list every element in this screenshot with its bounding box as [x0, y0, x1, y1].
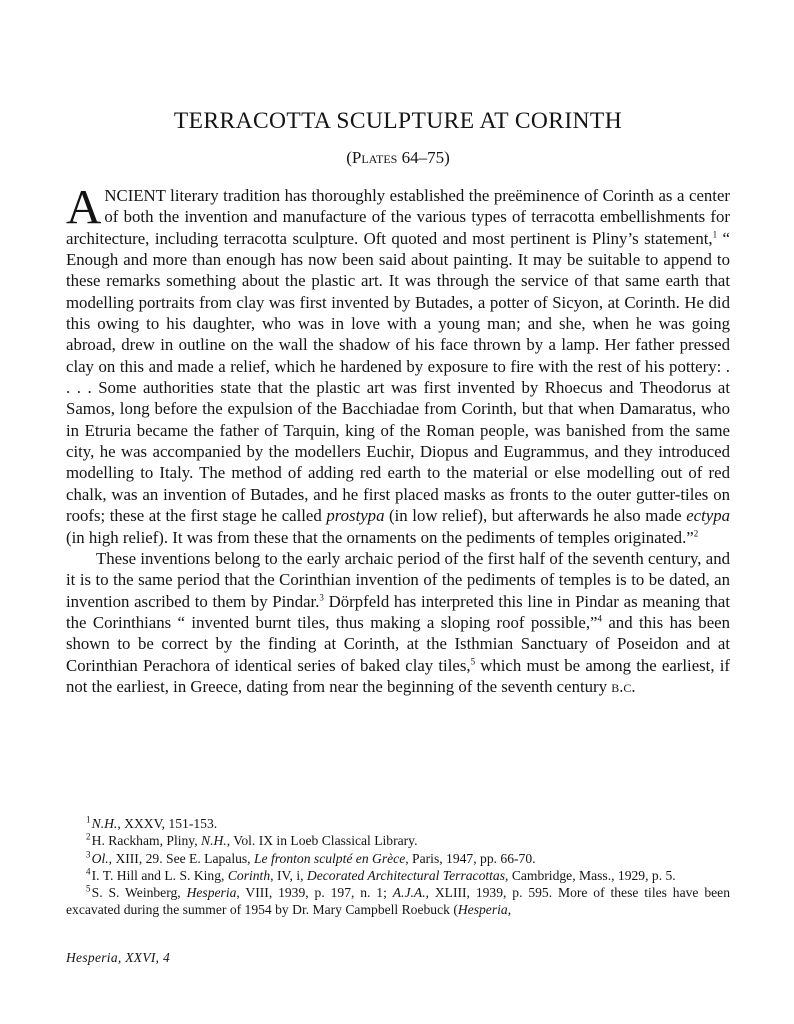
journal-signature: Hesperia, XXVI, 4 — [66, 950, 171, 965]
footnote-ref-3: 3 — [319, 591, 324, 602]
footnote-1: $^1$ N.H., XXXV, 151-153. — [86, 814, 218, 831]
article-title: TERRACOTTA SCULPTURE AT CORINTH — [173, 108, 623, 134]
footnote-ref-1: 1 — [712, 229, 718, 240]
paragraph-1: ANCIENT literary tradition has thoroughly established the preëminence of Corinth as a center of both the invention and manufacture of the various types of terracotta embellishments for architecture, including terracotta sculpture. Oft quoted and most pertinent is Pliny’s statement,$^1$ “ Enough and more than enough has now been said about painting. It may be suitable to append to these remarks something about the plastic art. It was through the service of that same earth that modelling portraits from clay was first invented by Butades, a potter of Sicyon, at Corinth. He did this owing to his daughter, who was in love with a young man; and she, when he was going abroad, drew in outline on the wall the shadow of his face thrown by a lamp. Her father pressed clay on this and made a relief, which he hardened by exposure to fire with the rest of his pottery: . . . . Some authorities state that the plastic art was first invented by Rhoecus and Theodorus at Samos, long before the expulsion of the Bacchiadae from Corinth, but that when Damaratus, who in Etruria became the father of Tarquin, king of the Roman people, was banished from the same city, he was accompanied by the modellers Euchir, Diopus and Eugrammus, and they introduced modelling to Italy. The method of adding red earth to the material or else modelling out of red chalk, was an invention of Butades, and he first placed masks as fronts to the outer gutter-tiles on roofs; these at the first stage he called prostypa (in low relief), but afterwards he also made ectypa (in high relief). It was from these that the ornaments on the pediments of temples originated.”$^2$ — [66, 179, 730, 547]
paragraph-2: These inventions belong to the early archaic period of the first half of the seventh century, and it is to the same period that the Corinthian invention of the pediments of temples is to be dated, an invention ascribed to them by Pindar.$^3$ Dörpfeld has interpreted this line in Pindar as meaning that the Corinthians “ invented burnt tiles, thus making a sloping roof possible,”$^4$ and this has been shown to be correct by the finding at Corinth, at the Isthmian Sanctuary of Poseidon and at Corinthian Perachora of identical series of baked clay tiles,$^5$ which must be among the earliest, if not the earliest, in Greece, dating from near the beginning of the seventh century b.c. — [66, 548, 730, 696]
footnotes — [66, 815, 730, 919]
footnote-5: $^5$ S. S. Weinberg, Hesperia, VIII, 1939, p. 197, n. 1; A.J.A., XLIII, 1939, p. 595. More of these tiles have been excavated during the summer of 1954 by Dr. Mary Campbell Roebuck (Hesperia, — [66, 883, 730, 918]
footnote-4: $^4$ I. T. Hill and L. S. King, Corinth, IV, i, Decorated Architectural Terracottas, Cambridge, Mass., 1929, p. 5. — [86, 866, 676, 883]
plates-reference: (Plates 64–75) — [346, 148, 450, 167]
footnote-ref-2: 2 — [693, 527, 699, 538]
footnote-ref-5: 5 — [470, 655, 476, 666]
footnote-2: $^2$ H. Rackham, Pliny, N.H., Vol. IX in Loeb Classical Library. — [86, 831, 418, 849]
footnote-3: $^3$ Ol., XIII, 29. See E. Lapalus, Le fronton sculpté en Grèce, Paris, 1947, pp. 66-70. — [86, 849, 536, 866]
article-body — [66, 179, 730, 697]
footnote-ref-4: 4 — [597, 613, 602, 624]
drop-cap: A — [66, 179, 102, 234]
